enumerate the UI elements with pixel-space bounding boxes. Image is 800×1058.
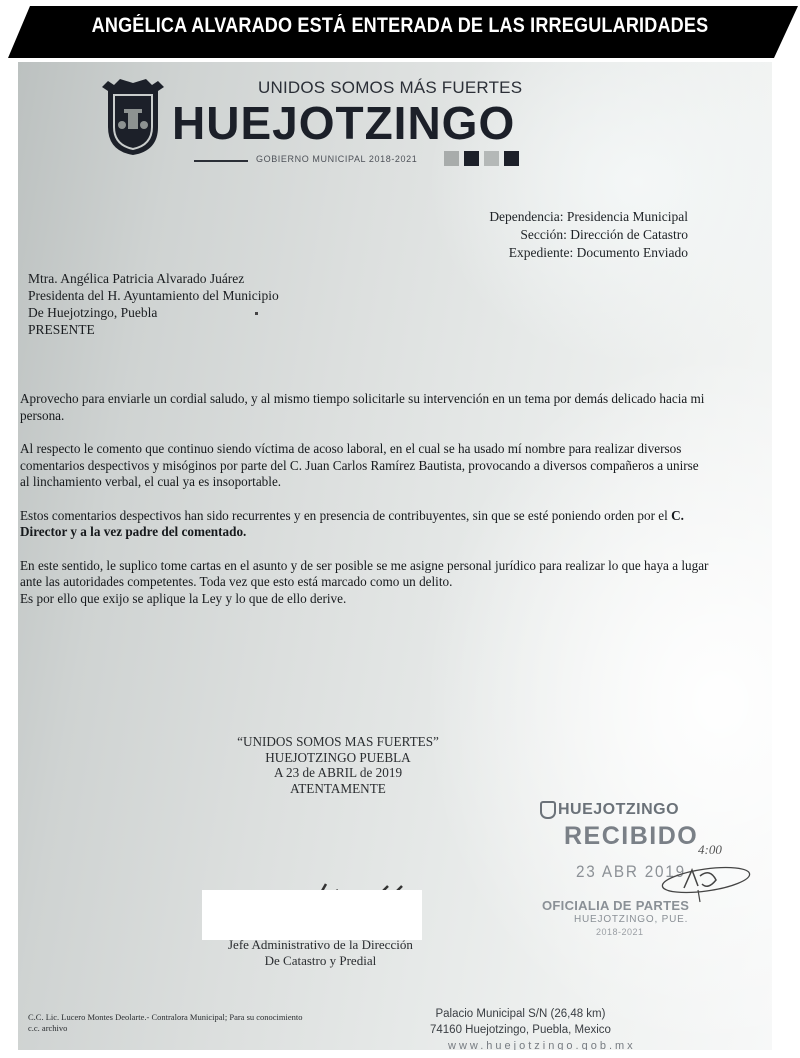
stamp-time: 4:00 [698,842,722,857]
stamp-office: OFICIALIA DE PARTES [542,898,690,913]
address-line-1: Palacio Municipal S/N (26,48 km) [435,1008,606,1020]
document-meta [489,208,688,262]
meta-seccion: Sección: Dirección de Catastro [520,227,688,242]
address-line-2: 74160 Huejotzingo, Puebla, Mexico [430,1024,611,1036]
closing-block [188,734,488,796]
recipient-location: De Huejotzingo, Puebla [28,304,279,321]
municipal-crest-icon [98,77,168,157]
body-paragraph-4: En este sentido, le suplico tome cartas en el asunto y de ser posible se me asigne personal jurídico para realizar lo que haya a lugar ante las autoridades competentes. Toda vez que esto está marcado como un delito. [20,557,709,589]
brand-square-2 [464,151,479,166]
carbon-copy [28,1012,303,1034]
signer-block [228,937,413,969]
brand-square-4 [504,151,519,166]
scanned-letter [18,62,772,1050]
signer-title: Jefe Administrativo de la Dirección [228,937,413,952]
recipient-block [28,270,279,338]
body-paragraph-2: Al respecto le comento que continuo siendo víctima de acoso laboral, en el cual se ha usado mí nombre para realizar diversos comentarios despectivos y misóginos por parte del C. Juan Carlos Ramírez Bautista, provocando a diversos compañeros a unirse al linchamiento verbal, el cual ya es insoportable. [20,441,699,489]
recipient-name: Mtra. Angélica Patricia Alvarado Juárez [28,271,245,286]
stamp-years: 2018-2021 [596,927,644,937]
closing-atentamente: ATENTAMENTE [290,780,386,796]
recipient-title: Presidenta del H. Ayuntamiento del Municipio [28,288,279,303]
cc-line-1: C.C. Lic. Lucero Montes Deolarte.- Contralora Municipal; Para su conocimiento [28,1012,303,1022]
stamp-brand: HUEJOTZINGO [558,801,680,818]
signer-department: De Catastro y Predial [264,953,377,968]
letterhead-rule [194,160,248,162]
headline-text: ANGÉLICA ALVARADO ESTÁ ENTERADA DE LAS IRREGULARIDADES [91,14,709,37]
footer-address [430,1006,611,1038]
stamp-crest-icon [540,801,556,819]
stamp-city: HUEJOTZINGO, PUE. [574,914,689,925]
brand-square-3 [484,151,499,166]
body-paragraph-5: Es por ello que exijo se aplique la Ley y lo que de ello derive. [20,590,347,606]
closing-place: HUEJOTZINGO PUEBLA [265,749,411,765]
footer-website: www.huejotzingo.gob.mx [448,1040,636,1050]
letterhead-city: HUEJOTZINGO [172,97,516,149]
letter-body [20,391,710,624]
letterhead-government: GOBIERNO MUNICIPAL 2018-2021 [256,154,418,164]
cc-line-2: c.c. archivo [28,1023,68,1033]
letterhead-motto: UNIDOS SOMOS MÁS FUERTES [258,78,523,97]
received-stamp [534,798,744,998]
stamp-status: RECIBIDO [564,822,699,850]
body-paragraph-3: Estos comentarios despectivos han sido recurrentes y en presencia de contribuyentes, sin que se esté poniendo orden por el C. Director y a la vez padre del comentado. [20,507,684,539]
recipient-presente: PRESENTE [28,322,95,337]
redaction-box [202,890,422,940]
body-paragraph-1: Aprovecho para enviarle un cordial saludo, y al mismo tiempo solicitarle su intervención en un tema por demás delicado hacia mi persona. [20,391,705,423]
brand-square-1 [444,151,459,166]
closing-date: A 23 de ABRIL de 2019 [273,765,403,780]
meta-dependencia: Dependencia: Presidencia Municipal [489,209,688,224]
closing-motto: “UNIDOS SOMOS MAS FUERTES” [237,734,439,749]
stamp-date: 23 ABR 2019 [576,862,686,881]
meta-expediente: Expediente: Documento Enviado [508,245,688,260]
